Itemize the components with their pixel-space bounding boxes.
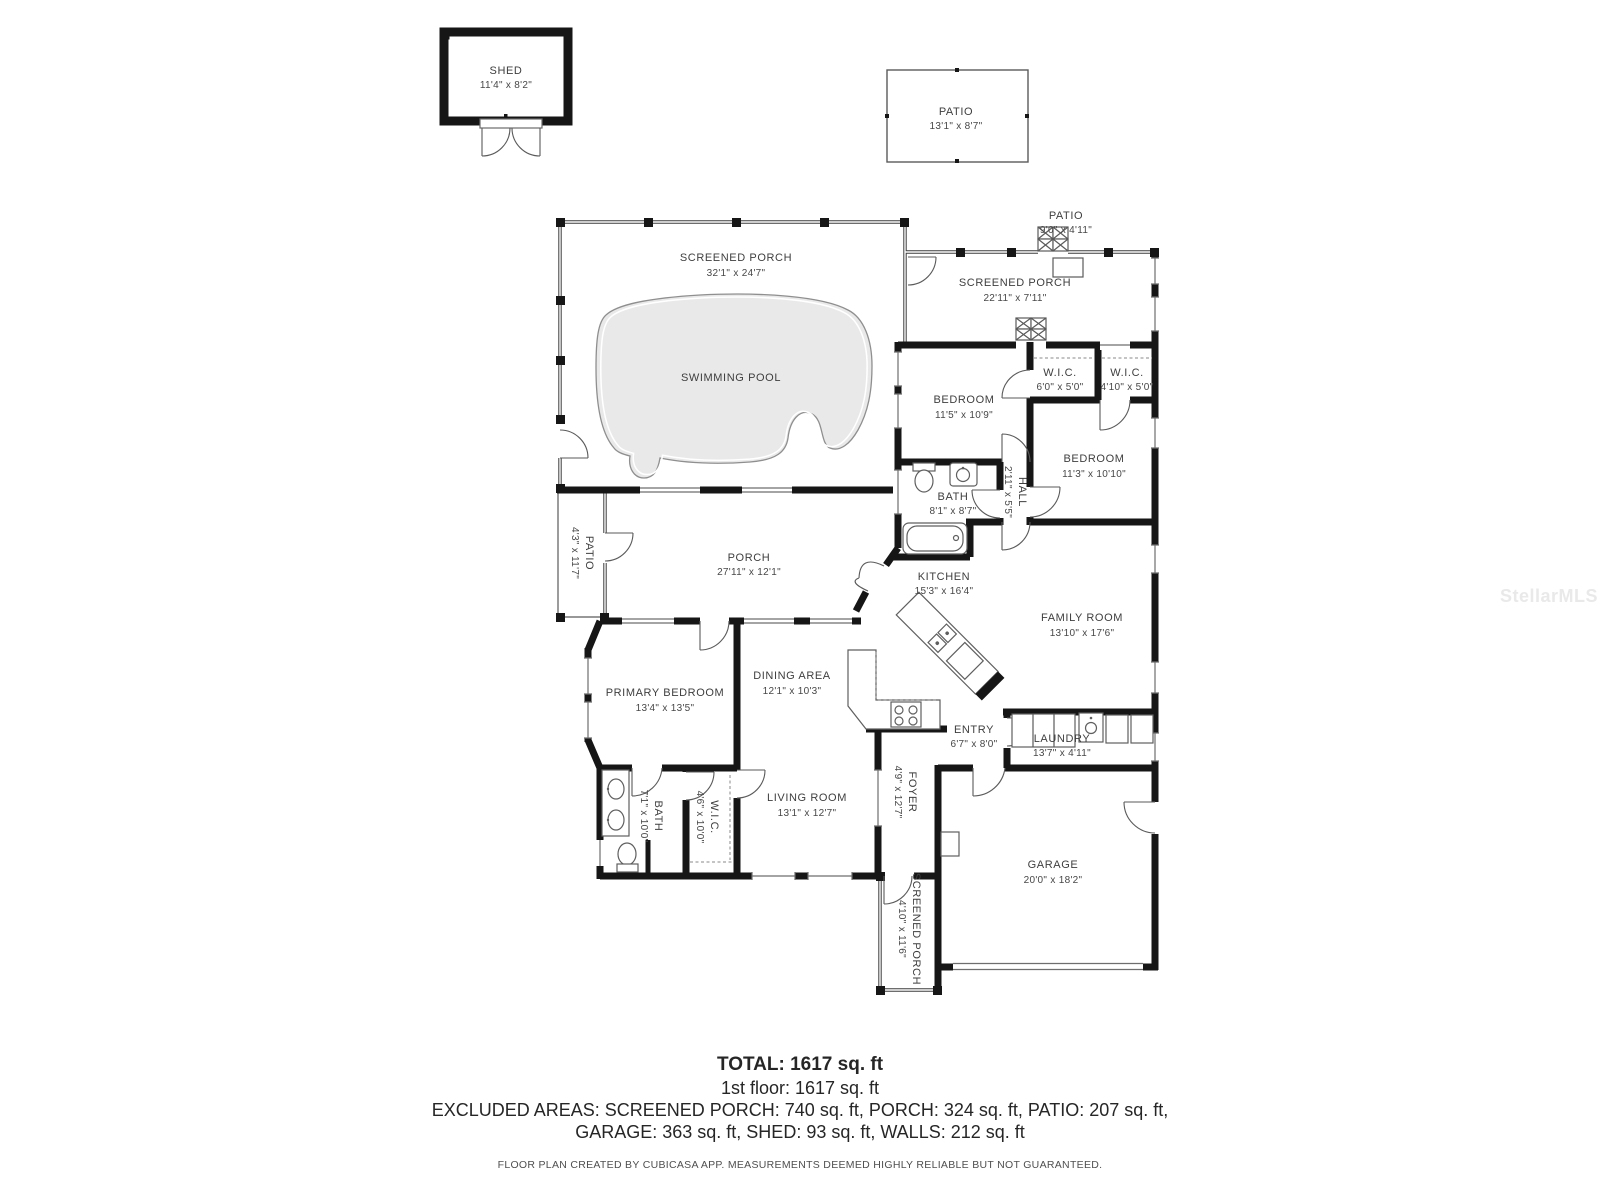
swimming-pool-shape: [596, 294, 872, 478]
room-label-porch: [717, 552, 781, 578]
svg-text:12'1" x 10'3": 12'1" x 10'3": [762, 686, 822, 697]
bath2-fixtures: [602, 770, 638, 872]
shed-double-door: [482, 128, 540, 156]
room-label-kitchen: [915, 571, 974, 597]
svg-text:PATIO: PATIO: [583, 535, 595, 571]
room-label-patio-top: [930, 106, 983, 132]
svg-text:6'0" x 5'0": 6'0" x 5'0": [1036, 382, 1084, 393]
svg-text:PATIO: PATIO: [938, 106, 974, 118]
excluded-areas-line1: EXCLUDED AREAS: SCREENED PORCH: 740 sq. ft, PORCH: 324 sq. ft, PATIO: 207 sq. ft,: [431, 1100, 1169, 1120]
svg-text:BATH: BATH: [937, 491, 969, 503]
svg-text:7'1" x 10'0": 7'1" x 10'0": [638, 789, 649, 843]
room-label-living-room: [767, 792, 847, 819]
svg-text:PORCH: PORCH: [727, 552, 771, 564]
svg-text:FOYER: FOYER: [906, 771, 918, 813]
room-label-bedroom-1: [933, 394, 994, 421]
kitchen-counter: [848, 650, 940, 729]
excluded-areas-line2: GARAGE: 363 sq. ft, SHED: 93 sq. ft, WALLS: 212 sq. ft: [575, 1122, 1025, 1142]
room-label-wic-2: [1101, 367, 1154, 393]
svg-text:4'3" x 11'7": 4'3" x 11'7": [569, 526, 580, 580]
room-label-bath-2: [638, 790, 664, 843]
room-label-foyer: [892, 766, 918, 819]
svg-text:HALL: HALL: [1016, 477, 1028, 507]
room-label-family-room: [1041, 612, 1123, 639]
svg-text:11'5" x 10'9": 11'5" x 10'9": [934, 410, 994, 421]
svg-text:W.I.C.: W.I.C.: [1043, 367, 1077, 379]
svg-text:SWIMMING POOL: SWIMMING POOL: [680, 372, 782, 384]
svg-text:PRIMARY BEDROOM: PRIMARY BEDROOM: [605, 687, 725, 699]
svg-text:LAUNDRY: LAUNDRY: [1033, 733, 1091, 745]
svg-text:GARAGE: GARAGE: [1027, 859, 1079, 871]
room-label-swimming-pool: [681, 372, 781, 384]
bathtub-icon: [903, 523, 967, 554]
svg-text:32'1" x 24'7": 32'1" x 24'7": [706, 268, 766, 279]
room-label-patio-right: [1040, 210, 1092, 236]
svg-text:LIVING ROOM: LIVING ROOM: [767, 792, 847, 804]
svg-text:BEDROOM: BEDROOM: [933, 394, 995, 406]
svg-text:20'0" x 18'2": 20'0" x 18'2": [1023, 875, 1083, 886]
room-dims: 11'4" x 8'2": [479, 80, 533, 91]
svg-text:13'1" x 8'7": 13'1" x 8'7": [929, 121, 983, 132]
total-area-text: TOTAL: 1617 sq. ft: [716, 1054, 884, 1075]
washer-icon: [1106, 715, 1128, 743]
svg-text:4'9" x 12'7": 4'9" x 12'7": [892, 765, 903, 819]
svg-text:13'7" x 4'11": 13'7" x 4'11": [1032, 748, 1092, 759]
svg-text:27'11" x 12'1": 27'11" x 12'1": [717, 567, 781, 578]
shed-door-frame: [480, 119, 542, 128]
first-floor-text: 1st floor: 1617 sq. ft: [720, 1078, 880, 1098]
garage-utility: [941, 832, 959, 856]
svg-text:W.I.C.: W.I.C.: [1110, 367, 1144, 379]
stellar-mls-watermark: StellarMLS: [1500, 586, 1599, 606]
room-label-bath-1: [929, 491, 976, 517]
svg-text:W.I.C.: W.I.C.: [708, 800, 720, 834]
room-label-wic-1: [1036, 367, 1083, 393]
svg-text:13'1" x 12'7": 13'1" x 12'7": [777, 808, 837, 819]
kitchen-island: [896, 592, 1004, 700]
room-label-wic-3: [694, 791, 720, 844]
room-label-hall: [1002, 466, 1028, 518]
svg-text:9'0" x 4'11": 9'0" x 4'11": [1039, 225, 1093, 236]
room-label-screened-porch-pool: [680, 252, 792, 279]
sink-icon: [950, 463, 977, 486]
svg-text:4'10" x 5'0": 4'10" x 5'0": [1100, 382, 1154, 393]
svg-text:13'4" x 13'5": 13'4" x 13'5": [635, 703, 695, 714]
svg-text:BEDROOM: BEDROOM: [1063, 453, 1125, 465]
svg-text:13'10" x 17'6": 13'10" x 17'6": [1049, 628, 1115, 639]
svg-text:8'1" x 8'7": 8'1" x 8'7": [929, 506, 977, 517]
svg-text:11'3" x 10'10": 11'3" x 10'10": [1062, 469, 1126, 480]
shed-structure: [444, 30, 569, 156]
svg-text:22'11" x 7'11": 22'11" x 7'11": [983, 293, 1047, 304]
room-name: SHED: [489, 65, 523, 77]
svg-text:ENTRY: ENTRY: [953, 724, 995, 736]
room-label-primary-bedroom: [606, 687, 725, 714]
svg-text:SCREENED PORCH: SCREENED PORCH: [958, 277, 1072, 289]
svg-text:SCREENED PORCH: SCREENED PORCH: [910, 872, 922, 986]
toilet-icon: [913, 463, 935, 492]
room-label-dining-area: [753, 670, 831, 697]
svg-text:4'10" x 11'6": 4'10" x 11'6": [896, 899, 907, 959]
svg-text:FAMILY ROOM: FAMILY ROOM: [1041, 612, 1123, 624]
cubicasa-disclaimer: FLOOR PLAN CREATED BY CUBICASA APP. MEASUREMENTS DEEMED HIGHLY RELIABLE BUT NOT GUARANTEED.: [497, 1159, 1103, 1171]
dryer-icon: [1131, 715, 1153, 743]
room-label-bedroom-2: [1062, 453, 1126, 480]
svg-text:DINING AREA: DINING AREA: [753, 670, 831, 682]
svg-text:SCREENED PORCH: SCREENED PORCH: [679, 252, 793, 264]
svg-text:KITCHEN: KITCHEN: [917, 571, 971, 583]
svg-text:BATH: BATH: [652, 800, 664, 832]
svg-text:PATIO: PATIO: [1048, 210, 1084, 222]
room-label-screened-porch-right: [959, 277, 1071, 304]
svg-text:4'6" x 10'0": 4'6" x 10'0": [694, 790, 705, 844]
svg-text:15'3" x 16'4": 15'3" x 16'4": [914, 586, 974, 597]
room-label-patio-left: [569, 527, 595, 579]
svg-text:2'11" x 5'5": 2'11" x 5'5": [1002, 465, 1013, 519]
room-label-entry: [950, 724, 997, 750]
room-label-garage: [1024, 859, 1083, 886]
svg-text:6'7" x 8'0": 6'7" x 8'0": [950, 739, 998, 750]
